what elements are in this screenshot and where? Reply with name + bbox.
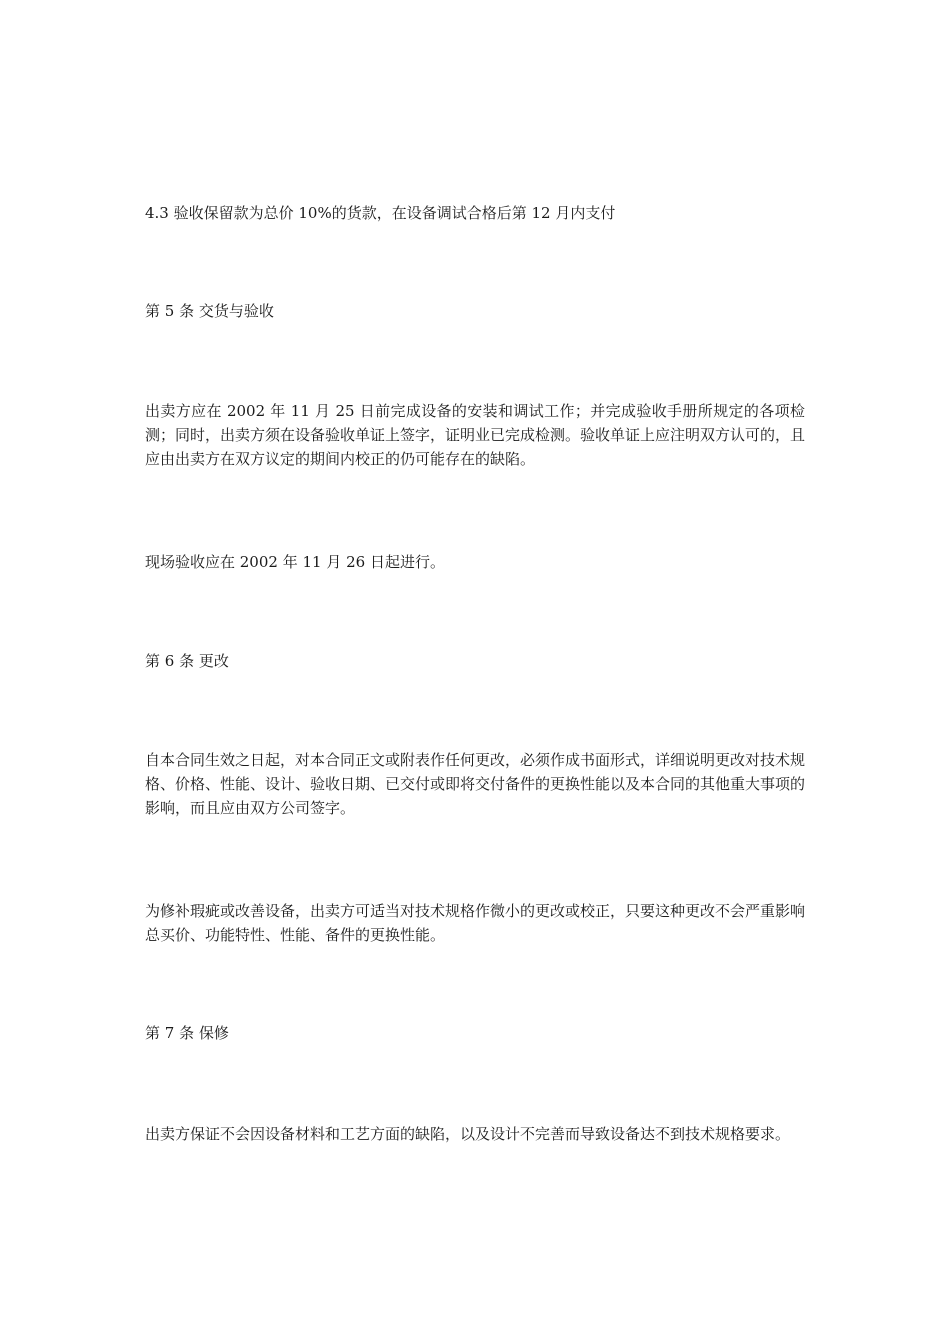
- clause-4-3-retention-payment: 4.3 验收保留款为总价 10%的货款，在设备调试合格后第 12 月内支付: [145, 204, 616, 222]
- paragraph-delivery-acceptance: 出卖方应在 2002 年 11 月 25 日前完成设备的安装和调试工作；并完成验收手册所规定的各项检测；同时，出卖方须在设备验收单证上签字，证明业已完成检测。验收单证上应注明双方认可的，且应由出卖方在双方议定的期间内校正的仍可能存在的缺陷。: [145, 402, 806, 468]
- heading-article-6: 第 6 条 更改: [145, 652, 229, 670]
- paragraph-warranty: 出卖方保证不会因设备材料和工艺方面的缺陷，以及设计不完善而导致设备达不到技术规格要求。: [145, 1125, 791, 1143]
- paragraph-site-acceptance-date: 现场验收应在 2002 年 11 月 26 日起进行。: [145, 553, 445, 571]
- paragraph-contract-changes: 自本合同生效之日起，对本合同正文或附表作任何更改，必须作成书面形式，详细说明更改对技术规格、价格、性能、设计、验收日期、已交付或即将交付备件的更换性能以及本合同的其他重大事项的影响，而且应由双方公司签字。: [145, 751, 806, 817]
- heading-article-7: 第 7 条 保修: [145, 1024, 229, 1042]
- paragraph-minor-modifications: 为修补瑕疵或改善设备，出卖方可适当对技术规格作微小的更改或校正，只要这种更改不会严重影响总买价、功能特性、性能、备件的更换性能。: [145, 902, 806, 944]
- heading-article-5: 第 5 条 交货与验收: [145, 302, 274, 320]
